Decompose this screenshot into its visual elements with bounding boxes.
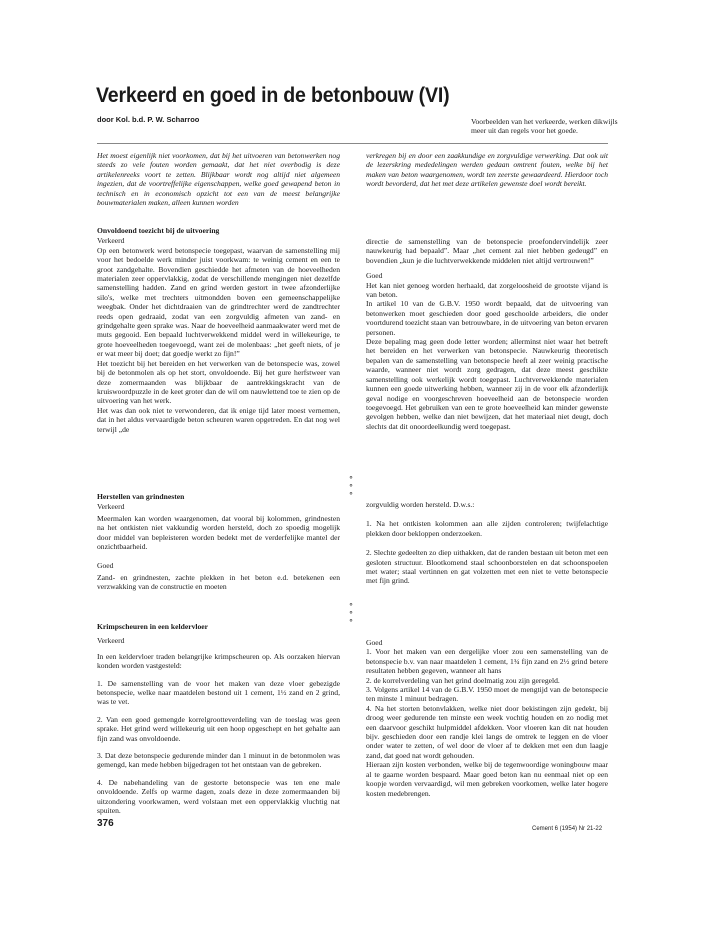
section3-left-text2: 1. De samenstelling van de voor het maken van deze vloer gebezigde betonspecie, welke naar maatdelen bestond uit 1 cement, 1½ zand en 2 grind, was te vet. (97, 678, 340, 707)
section2-left-text: Meermalen kan worden waargenomen, dat vooral bij kolommen, grindnesten na het ontkisten niet vakkundig worden hersteld, doch zo spoedig mogelijk door middel van bepleisteren worden bedekt met de verderfelijke mantel der onzichtbaarheid. (97, 513, 340, 552)
section1-left-text3: Het was dan ook niet te verwonderen, dat ik enige tijd later moest vernemen, dat in het aldus vervaardigde beton scheuren waren opgetreden. En dat nog wel terwijl „de (97, 405, 340, 434)
section2-label-good: Goed (97, 561, 114, 571)
section3-right-text: 1. Voor het maken van een dergelijke vloer zou een samenstelling van de betonspecie b.v. van naar maatdelen 1 cement, 1¾ fijn zand en 2½ grind betere resultaten hebben gegeven, wanneer alt hans (366, 647, 608, 676)
intro-right (366, 151, 608, 189)
intro-left (97, 151, 340, 207)
section1-heading: Onvoldoend toezicht bij de uitvoering (97, 226, 220, 235)
section-ornament-2: ° ° ° (349, 602, 357, 627)
section3-left-text4: 3. Dat deze betonspecie gedurende minder dan 1 minuut in de betonmolen was gemengd, kan mede hebben bijgedragen tot het ontstaan van de gebreken. (97, 751, 340, 770)
section3-left (97, 622, 340, 816)
page-number: 376 (97, 818, 114, 829)
section2-right-text: zorgvuldig worden hersteld. D.w.s.: (366, 500, 475, 509)
article-caption: Voorbeelden van het verkeerde, werken dikwijls meer uit dan regels voor het goede. (471, 117, 618, 135)
section2-right (366, 500, 608, 586)
section3-right-text4: 4. Na het storten betonvlakken, welke niet door bekistingen zijn gedekt, bij droog weer gedurende ten minste een week vochtig houden en zo nodig met een daarvoor geschikt hulpmiddel afdekken. Voor vloeren kan dit nat houden bijv. geschieden door een randje klei langs de omtrek te leggen en de vloer onder water te zetten, of wel door de vloer af te dekken met een dun laagje zand, dat goed nat wordt gehouden. (366, 703, 608, 760)
article-title: Verkeerd en goed in de betonbouw (VI) (96, 84, 450, 107)
section1-right-text3: In artikel 10 van de G.B.V. 1950 wordt bepaald, dat de uitvoering van betonwerken moet geschieden door goed geschoolde arbeiders, die onder voortdurend toezicht staan van betrouwbare, in de uitvoering van beton ervaren personen. (366, 299, 608, 337)
section1-right-text2: Het kan niet genoeg worden herhaald, dat zorgeloosheid de grootste vijand is van beton. (366, 280, 608, 300)
intro-left-text: Het moest eigenlijk niet voorkomen, dat bij het uitvoeren van betonwerken nog steeds zo vele fouten worden gemaakt, dat het niet overbodig is deze artikelenreeks voort te zetten. Blijkbaar wordt nog altijd niet algemeen ingezien, dat de voortreffelijke eigenschappen, welke goed gewapend beton in technisch en in economisch opzicht tot een van de meest belangrijke bouwmaterialen maken, alleen kunnen worden (97, 151, 340, 208)
section-ornament-1: ° ° ° (349, 475, 357, 500)
section3-right-text2: 2. de korrelverdeling van het grind doelmatig zou zijn geregeld. (366, 675, 560, 685)
section3-heading: Krimpscheuren in een keldervloer (97, 622, 209, 631)
section1-left-text2: Het toezicht bij het bereiden en het verwerken van de betonspecie was, zowel bij de betonmolen als op het stort, onvoldoende. Bij het gure herfstweer van deze zomermaanden was blijkbaar de aantrekkingskracht van de kruiswoordpuzzle in de keet groter dan de wil om nauwlettend toe te zien op de uitvoering van het werk. (97, 358, 340, 406)
section1-right-text: directie de samenstelling van de betonspecie proefondervindelijk zeer nauwkeurig had bepaald”. Maar „het cement zal niet hebben gedeugd” en bovendien „kun je die luchtverwekkende middelen niet altijd vertrouwen!” (366, 237, 608, 265)
section3-label-wrong: Verkeerd (97, 636, 125, 646)
section3-label-good: Goed (366, 638, 383, 647)
section3-right-text5: Hieraan zijn kosten verbonden, welke bij de tegenwoordige woningbouw maar al te gaarne worden bespaard. Maar goed beton kan nu eenmaal niet op een koopje worden vervaardigd, wil men gebreken voorkomen, welke later hogere kosten medebrengen. (366, 760, 608, 798)
section3-left-text5: 4. De nabehandeling van de gestorte betonspecie was ten ene male onvoldoende. Zelfs op warme dagen, zoals deze in deze zomermaanden bij uitzondering voorkwamen, werd volstaan met een oppervlakkig vluchtig nat spuiten. (97, 777, 340, 816)
section1-left-text: Op een betonwerk werd betonspecie toegepast, waarvan de samenstelling mij voor het bedoelde werk minder juist voorkwam: te weinig cement en een te groot zandgehalte. Bovendien geschiedde het afmeten van de hoeveelheden materialen zeer oppervlakkig, zodat de verschillende mengingen niet dezelfde samenstelling hadden. Zand en grind werden gestort in twee afzonderlijke silo's, welke met trechters uitmondden boven een gemeenschappelijke weegbak. Onder het dichtdraaien van de grindtrechter werd de zandtrechter reeds open gedraaid, zodat van een zorgvuldig afmeten van zand- en grindgehalte geen sprake was. Naar de hoeveelheid aanmaakwater werd met de muts gegooid. Een bepaald luchtverwekkend middel werd in willekeurige, te grote hoeveelheden toegevoegd, want zei de molenbaas: „het geeft niets, of je er wat meer bij doet; dat goedje werkt zo fijn!” (97, 245, 340, 359)
section1-label-good: Goed (366, 271, 383, 281)
journal-reference: Cement 6 (1954) Nr 21-22 (532, 826, 603, 832)
intro-right-text: verkregen bij en door een zaakkundige en zorgvuldige verwerking. Dat ook uit de lezerskring mededelingen werden gedaan omtrent fouten, welke bij het maken van beton waargenomen, wordt ten zeerste gewaardeerd. Hierdoor toch wordt bevorderd, dat het met deze artikelen gewenste doel wordt bereikt. (366, 151, 608, 189)
section2-left (97, 492, 340, 592)
section3-left-text: In een keldervloer traden belangrijke krimpscheuren op. Als oorzaken hiervan konden worden vastgesteld: (97, 651, 340, 671)
section3-left-text3: 2. Van een goed gemengde korrelgrootteverdeling van de toeslag was geen sprake. Het grind werd willekeurig uit een hoop opgeschept en het gehalte aan fijn zand was onvoldoende. (97, 714, 340, 743)
section1-left (97, 226, 340, 434)
section1-right (366, 237, 608, 431)
header-rule (97, 143, 608, 144)
article-author: door Kol. b.d. P. W. Scharroo (97, 115, 200, 124)
section2-right-text2: 1. Na het ontkisten kolommen aan alle zijden controleren; twijfelachtige plekken door bekloppen onderzoeken. (366, 519, 608, 538)
section3-right (366, 638, 608, 798)
section1-label-wrong: Verkeerd (97, 236, 125, 246)
section3-right-text3: 3. Volgens artikel 14 van de G.B.V. 1950 moet de mengtijd van de betonspecie ten minste 1 minuut bedragen. (366, 685, 608, 704)
section2-right-text3: 2. Slechte gedeelten zo diep uithakken, dat de randen bestaan uit beton met een gesloten structuur. Blootkomend staal schoonborstelen en dat schoonspoelen met water; staal vertinnen en gat volzetten met een niet te vette betonspecie met fijn grind. (366, 548, 608, 586)
section2-heading: Herstellen van grindnesten (97, 492, 185, 501)
section1-right-text4: Deze bepaling mag geen dode letter worden; allerminst niet waar het betreft het bereiden en het verwerken van betonspecie. Nauwkeurig theoretisch bepalen van de samenstelling van betonspecie heeft al zeer weinig practische waarde, wanneer niet wordt zorg gedragen, dat deze meest geschikte samenstelling ook werkelijk wordt toegepast. Luchtverwekkende materialen kunnen een goede uitwerking hebben, wanneer zij in de voor elk afzonderlijk geval nodige en voorgeschreven hoeveelheid aan de betonspecie worden toegevoegd. Het gebruiken van een te grote hoeveelheid kan minder gewenste gevolgen hebben, welke dan niet bewijzen, dat het materiaal niet deugt, doch slechts dat dit onoordeelkundig werd toegepast. (366, 337, 608, 431)
section2-left-text2: Zand- en grindnesten, zachte plekken in het beton e.d. betekenen een verzwakking van de constructie en moeten (97, 572, 340, 592)
section2-label-wrong: Verkeerd (97, 502, 125, 512)
